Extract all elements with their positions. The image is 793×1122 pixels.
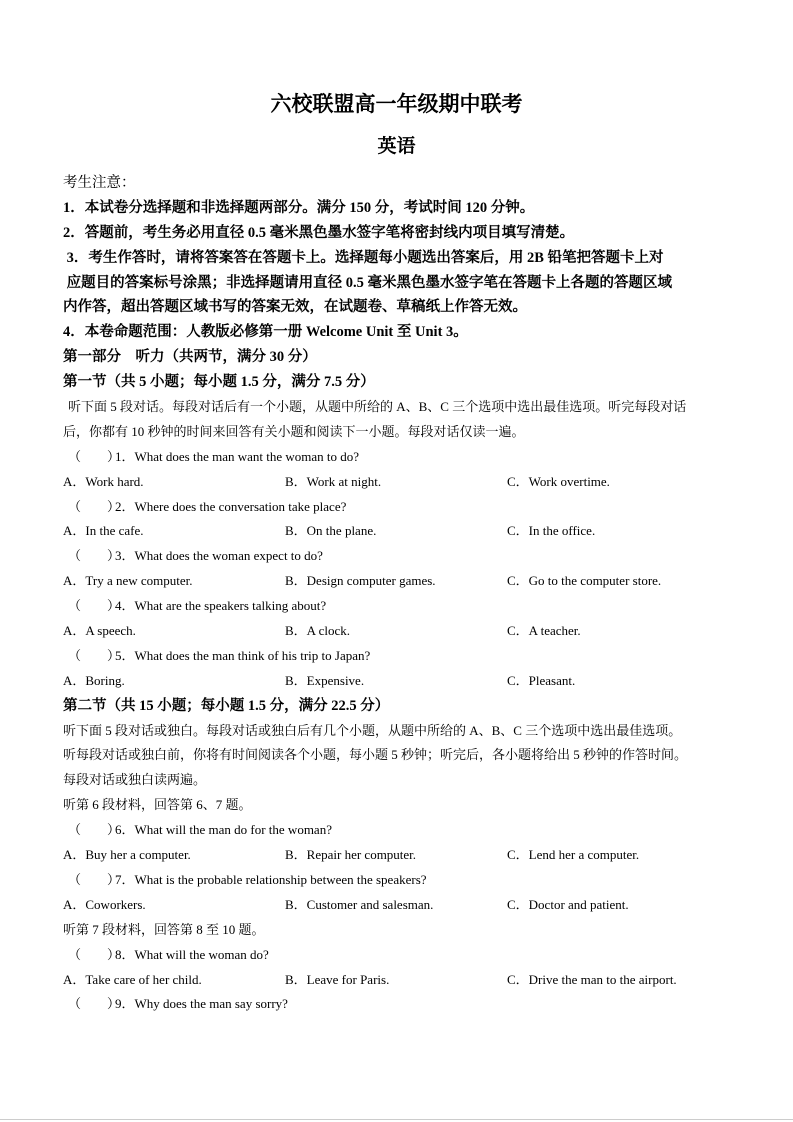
notice-3-cont2: 内作答，超出答题区域书写的答案无效，在试题卷、草稿纸上作答无效。 <box>63 299 527 316</box>
section1-heading: 第一节（共 5 小题；每小题 1.5 分，满分 7.5 分） <box>63 374 375 391</box>
question-9 <box>63 992 743 1017</box>
subject-title: 英语 <box>377 136 416 157</box>
option-a: A．Take care of her child. <box>63 971 202 987</box>
notice-2: 2．答题前，考生务必用直径 0.5 毫米黑色墨水签字笔将密封线内项目填写清楚。 <box>63 224 575 241</box>
question-5 <box>63 644 743 669</box>
notice-3-cont: 应题目的答案标号涂黑；非选择题请用直径 0.5 毫米黑色墨水签字笔在答题卡上各题的答题区域 <box>63 274 672 291</box>
option-c: C．Doctor and patient. <box>507 896 629 912</box>
option-b: B．Expensive. <box>285 672 365 688</box>
document-body <box>63 171 743 1017</box>
material-6-label: 听第 6 段材料，回答第 6、7 题。 <box>63 797 252 813</box>
options-3 <box>63 569 743 594</box>
answer-blank[interactable]: （ ） <box>68 647 121 663</box>
question-text: 4．What are the speakers talking about? <box>115 598 327 614</box>
option-a: A．Buy her a computer. <box>63 847 191 863</box>
page-bottom-edge <box>0 1119 793 1120</box>
option-b: B．Design computer games. <box>285 573 436 589</box>
option-a: A．Coworkers. <box>63 896 146 912</box>
option-c: C．Go to the computer store. <box>507 573 662 589</box>
option-b: B．Leave for Paris. <box>285 971 390 987</box>
question-text: 3．What does the woman expect to do? <box>115 548 323 564</box>
question-text: 6．What will the man do for the woman? <box>115 822 332 838</box>
exam-title: 六校联盟高一年级期中联考 <box>270 92 523 116</box>
option-a: A．In the cafe. <box>63 523 144 539</box>
notice-1: 1．本试卷分选择题和非选择题两部分。满分 150 分，考试时间 120 分钟。 <box>63 199 535 216</box>
question-text: 7．What is the probable relationship between the speakers? <box>115 871 427 887</box>
question-7 <box>63 868 743 893</box>
option-a: A．Work hard. <box>63 473 144 489</box>
option-b: B．A clock. <box>285 623 350 639</box>
question-text: 1．What does the man want the woman to do? <box>115 448 360 464</box>
options-8 <box>63 968 743 993</box>
question-2 <box>63 495 743 520</box>
question-text: 8．What will the woman do? <box>115 946 269 962</box>
section2-instructions: 每段对话或独白读两遍。 <box>63 772 207 788</box>
option-a: A．Boring. <box>63 672 125 688</box>
options-4 <box>63 619 743 644</box>
answer-blank[interactable]: （ ） <box>68 871 121 887</box>
options-2 <box>63 519 743 544</box>
question-1 <box>63 445 743 470</box>
notice-heading: 考生注意： <box>63 175 136 191</box>
section2-instructions: 听下面 5 段对话或独白。每段对话或独白后有几个小题，从题中所给的 A、B、C 三个选项中选出最佳选项。 <box>63 722 682 738</box>
option-b: B．Repair her computer. <box>285 847 417 863</box>
option-b: B．On the plane. <box>285 523 377 539</box>
options-5 <box>63 669 743 694</box>
section2-heading: 第二节（共 15 小题；每小题 1.5 分，满分 22.5 分） <box>63 697 390 714</box>
option-c: C．Pleasant. <box>507 672 576 688</box>
option-c: C．Work overtime. <box>507 473 610 489</box>
option-c: C．Lend her a computer. <box>507 847 640 863</box>
option-c: C．In the office. <box>507 523 596 539</box>
options-7 <box>63 893 743 918</box>
option-c: C．Drive the man to the airport. <box>507 971 677 987</box>
part1-heading: 第一部分 听力（共两节，满分 30 分） <box>63 349 317 366</box>
question-text: 5．What does the man think of his trip to Japan? <box>115 647 371 663</box>
options-6 <box>63 843 743 868</box>
answer-blank[interactable]: （ ） <box>68 822 121 838</box>
material-7-label: 听第 7 段材料，回答第 8 至 10 题。 <box>63 921 265 937</box>
section2-instructions: 听每段对话或独白前，你将有时间阅读各个小题，每小题 5 秒钟；听完后，各小题将给出 5 秒钟的作答时间。 <box>63 747 688 763</box>
option-a: A．Try a new computer. <box>63 573 193 589</box>
question-3 <box>63 544 743 569</box>
question-4 <box>63 594 743 619</box>
answer-blank[interactable]: （ ） <box>68 996 121 1012</box>
notice-3: 3．考生作答时，请将答案答在答题卡上。选择题每小题选出答案后，用 2B 铅笔把答题卡上对 <box>63 249 664 266</box>
section1-instructions: 后，你都有 10 秒钟的时间来回答有关小题和阅读下一小题。每段对话仅读一遍。 <box>63 423 525 439</box>
question-text: 2．Where does the conversation take place? <box>115 498 347 514</box>
options-1 <box>63 470 743 495</box>
question-text: 9．Why does the man say sorry? <box>115 996 288 1012</box>
answer-blank[interactable]: （ ） <box>68 498 121 514</box>
option-a: A．A speech. <box>63 623 136 639</box>
answer-blank[interactable]: （ ） <box>68 598 121 614</box>
answer-blank[interactable]: （ ） <box>68 548 121 564</box>
answer-blank[interactable]: （ ） <box>68 448 121 464</box>
option-b: B．Work at night. <box>285 473 382 489</box>
question-8 <box>63 943 743 968</box>
question-6 <box>63 818 743 843</box>
section1-instructions: 听下面 5 段对话。每段对话后有一个小题，从题中所给的 A、B、C 三个选项中选出最佳选项。听完每段对话 <box>68 399 687 415</box>
option-b: B．Customer and salesman. <box>285 896 434 912</box>
option-c: C．A teacher. <box>507 623 581 639</box>
answer-blank[interactable]: （ ） <box>68 946 121 962</box>
notice-4: 4．本卷命题范围：人教版必修第一册 Welcome Unit 至 Unit 3。 <box>63 324 468 341</box>
